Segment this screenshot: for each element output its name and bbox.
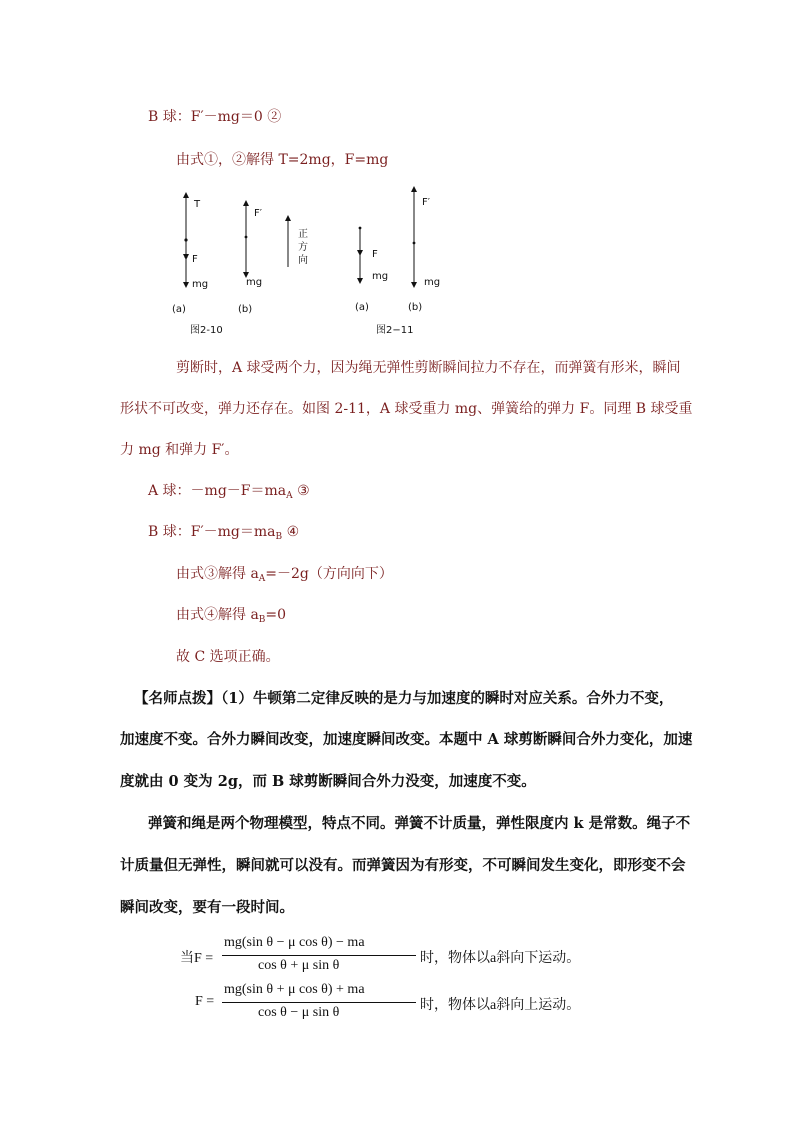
paragraph-1-line-3: 力 mg 和弹力 F′。 bbox=[120, 442, 239, 458]
solve3-main: 由式③解得 a bbox=[176, 566, 259, 582]
fig10-a-diagram bbox=[172, 195, 208, 315]
tip-line-1: 【名师点拨】（1）牛顿第二定律反映的是力与加速度的瞬时对应关系。合外力不变， bbox=[134, 690, 674, 707]
label-mg-fig11b: mg bbox=[424, 277, 441, 288]
paragraph-2-line-3: 瞬间改变，要有一段时间。 bbox=[120, 899, 294, 916]
answer-line: 故 C 选项正确。 bbox=[176, 649, 280, 665]
solve-equation-4 bbox=[176, 606, 286, 629]
paragraph-2-line-1: 弹簧和绳是两个物理模型，特点不同。弹簧不计质量，弹性限度内 k 是常数。绳子不 bbox=[148, 815, 691, 832]
eq3-subscript: A bbox=[286, 491, 293, 501]
label-mg-fig11a: mg bbox=[372, 271, 389, 282]
positive-dir-char-2: 方 bbox=[298, 242, 308, 253]
solve4-result: =0 bbox=[265, 607, 287, 623]
paragraph-2-line-2: 计质量但无弹性，瞬间就可以没有。而弹簧因为有形变，不可瞬间发生变化，即形变不会 bbox=[120, 857, 686, 874]
tip-line-2: 加速度不变。合外力瞬间改变，加速度瞬间改变。本题中 A 球剪断瞬间合外力变化，加速 bbox=[120, 731, 693, 748]
label-Fprime-fig10b: F′ bbox=[254, 208, 263, 219]
label-mg-fig10b: mg bbox=[246, 277, 263, 288]
fig10-b-diagram bbox=[238, 203, 263, 315]
eq4-tag: ④ bbox=[282, 524, 300, 540]
formula-1 bbox=[180, 935, 600, 977]
force-diagrams bbox=[150, 185, 470, 345]
label-T: T bbox=[194, 199, 201, 210]
formula-1-numerator: mg(sin θ − μ cos θ) − ma bbox=[224, 935, 365, 950]
formula-1-suffix: 时，物体以a斜向下运动。 bbox=[420, 951, 581, 966]
solve4-main: 由式④解得 a bbox=[176, 607, 259, 623]
eq3-main: A 球：－mg－F＝ma bbox=[148, 483, 287, 499]
solve4-subscript: B bbox=[258, 615, 266, 625]
label-b-fig11: (b) bbox=[408, 302, 423, 313]
solve3-result: =－2g（方向向下） bbox=[265, 566, 393, 582]
eq4-subscript: B bbox=[275, 532, 283, 542]
label-F-fig11a: F bbox=[372, 249, 378, 260]
fig11-b-diagram bbox=[408, 189, 440, 313]
eq4-main: B 球：F′－mg＝ma bbox=[148, 524, 276, 540]
solve-equations-1-2: 由式①，②解得 T=2mg，F=mg bbox=[176, 152, 389, 168]
formula-2-prefix: F = bbox=[195, 994, 215, 1009]
formula-2-fraction-bar bbox=[222, 1002, 416, 1003]
label-a-fig10: (a) bbox=[172, 304, 186, 315]
b-ball-equation-4 bbox=[148, 523, 299, 546]
fig10-caption: 图2-10 bbox=[190, 325, 223, 336]
fig11-caption: 图2−11 bbox=[376, 325, 414, 336]
tip-line-3: 度就由 0 变为 2g，而 B 球剪断瞬间合外力没变，加速度不变。 bbox=[120, 773, 536, 790]
formula-1-denominator: cos θ + μ sin θ bbox=[258, 958, 340, 973]
solve-equation-3 bbox=[176, 565, 393, 588]
positive-dir-char-3: 向 bbox=[298, 255, 308, 266]
formula-2-denominator: cos θ − μ sin θ bbox=[258, 1005, 340, 1020]
label-F-fig10a: F bbox=[192, 254, 198, 265]
formula-1-prefix: 当F = bbox=[180, 951, 214, 966]
paragraph-1-line-2: 形状不可改变，弹力还存在。如图 2-11，A 球受重力 mg、弹簧给的弹力 F。同理 B 球受重 bbox=[120, 401, 693, 417]
label-mg-fig10a: mg bbox=[192, 279, 209, 290]
positive-direction-indicator bbox=[288, 218, 308, 267]
solve3-subscript: A bbox=[258, 574, 266, 584]
a-ball-equation-3 bbox=[148, 482, 310, 505]
b-ball-equation-2: B 球：F′－mg＝0 ② bbox=[148, 109, 282, 125]
positive-dir-char-1: 正 bbox=[298, 229, 308, 240]
label-Fprime-fig11b: F′ bbox=[422, 197, 431, 208]
paragraph-1-line-1: 剪断时，A 球受两个力，因为绳无弹性剪断瞬间拉力不存在，而弹簧有形米，瞬间 bbox=[176, 360, 681, 376]
formula-2-numerator: mg(sin θ + μ cos θ) + ma bbox=[224, 982, 365, 997]
formula-2 bbox=[195, 982, 615, 1024]
label-b-fig10: (b) bbox=[238, 304, 253, 315]
formula-2-suffix: 时，物体以a斜向上运动。 bbox=[420, 998, 581, 1013]
fig11-a-diagram bbox=[355, 227, 388, 313]
formula-1-fraction-bar bbox=[222, 955, 416, 956]
label-a-fig11: (a) bbox=[355, 302, 369, 313]
eq3-tag: ③ bbox=[292, 483, 310, 499]
